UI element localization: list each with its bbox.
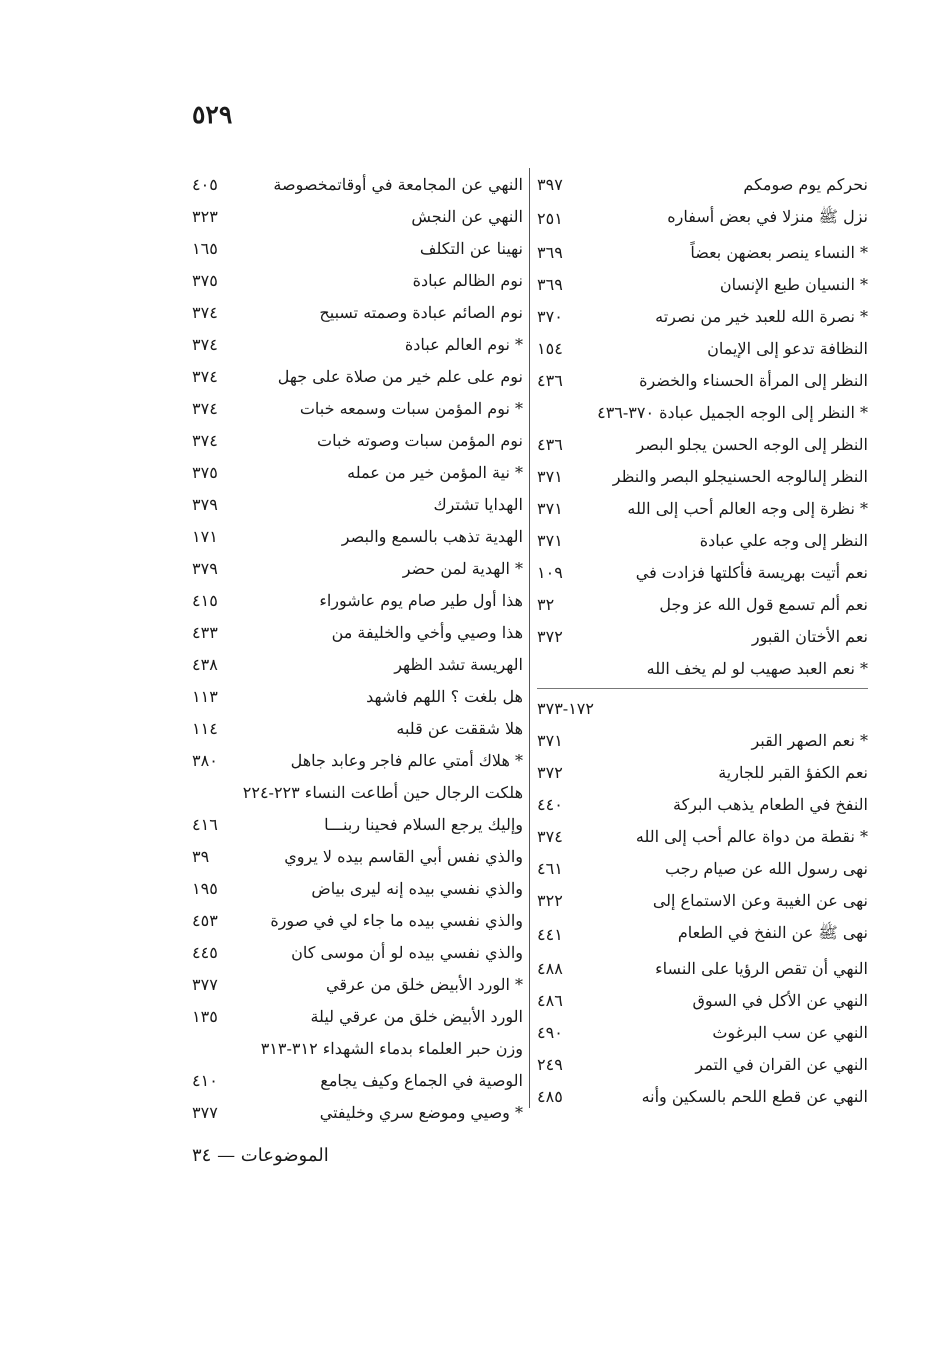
entry-text: النهي عن سب البرغوث xyxy=(712,1022,868,1042)
index-entry xyxy=(192,712,523,744)
entry-text: الوصية في الجماع وكيف يجامع xyxy=(320,1070,523,1090)
index-entry xyxy=(537,788,868,820)
entry-page-number: ٣٧١ xyxy=(537,498,563,518)
entry-page-number: ٤٣٨ xyxy=(192,654,218,674)
index-entry xyxy=(192,1064,523,1096)
index-entry xyxy=(537,884,868,916)
entry-text: * النظر إلى الوجه الجميل عبادة ٣٧٠-٤٣٦ xyxy=(597,402,868,422)
entry-page-number: ٤١٦ xyxy=(192,814,218,834)
index-entry xyxy=(537,492,868,524)
index-entry xyxy=(192,488,523,520)
entry-text: الورد الأبيض خلق من عرقي ليلة xyxy=(310,1006,523,1026)
entry-text: نوم الصائم عبادة وصمته تسبيح xyxy=(319,302,523,322)
entry-page-number: ٤١٥ xyxy=(192,590,218,610)
entry-text: والذي نفسي بيده ما جاء لي في صورة xyxy=(270,910,523,930)
entry-page-number: ٣٧١ xyxy=(537,730,563,750)
entry-text: * نعم العبد صهيب لو لم يخف الله xyxy=(646,658,868,678)
entry-page-number: ٣٧٥ xyxy=(192,270,218,290)
entry-page-number: ١٧١ xyxy=(192,526,218,546)
entry-page-number: ٤٠٥ xyxy=(192,174,218,194)
index-entry xyxy=(192,232,523,264)
entry-text: النظر إلى وجه علي عبادة xyxy=(699,530,868,550)
entry-text: نهى عن الغيبة وعن الاستماع إلى xyxy=(652,890,868,910)
page-number: ٥٢٩ xyxy=(192,100,233,129)
index-entry xyxy=(192,1000,523,1032)
index-entry xyxy=(537,620,868,652)
entry-page-number: ٣٢ xyxy=(537,594,555,614)
index-entry xyxy=(537,1080,868,1112)
entry-page-number: ١٣٥ xyxy=(192,1006,218,1026)
index-entry xyxy=(192,264,523,296)
entry-page-number: ١٥٤ xyxy=(537,338,563,358)
index-entry xyxy=(537,396,868,428)
entry-page-number: ٣٧٢ xyxy=(537,626,563,646)
index-entry xyxy=(192,360,523,392)
entry-text: * نوم المؤمن سبات وسمعه خبات xyxy=(299,398,523,418)
index-entry xyxy=(537,724,868,756)
entry-page-number: ٣٧٤ xyxy=(192,398,218,418)
entry-text: * وصيي وموضع سري وخليفتي xyxy=(319,1102,523,1122)
entry-page-number: ٣٨٠ xyxy=(192,750,218,770)
index-entry xyxy=(537,300,868,332)
entry-page-number: ٤٤٠ xyxy=(537,794,563,814)
entry-text: * نية المؤمن خير من عمله xyxy=(347,462,523,482)
entry-text: نعم الكفؤ القبر للجارية xyxy=(718,762,868,782)
entry-page-number: ٤٤١ xyxy=(537,924,563,944)
entry-page-number: ٤٨٦ xyxy=(537,990,563,1010)
footer-label: الموضوعات — ٣٤ xyxy=(192,1145,329,1166)
entry-text: نهى رسول الله عن صيام رجب xyxy=(664,858,868,878)
entry-page-number: ٣٧٩ xyxy=(192,494,218,514)
index-entry xyxy=(192,456,523,488)
index-entry xyxy=(192,872,523,904)
entry-text: النظر إلى الوجه الحسن يجلو البصر xyxy=(636,434,868,454)
entry-page-number: ٣٧١ xyxy=(537,530,563,550)
entry-text: * نظرة إلى وجه العالم أحب إلى الله xyxy=(627,498,868,518)
index-entry xyxy=(192,552,523,584)
entry-text: وإليك يرجع السلام فحينا ربنـــا xyxy=(324,814,523,834)
index-entry xyxy=(192,520,523,552)
entry-text: * نعم الصهر القبر xyxy=(751,730,868,750)
index-entry xyxy=(192,616,523,648)
section-rule xyxy=(537,684,868,692)
entry-text: النهي عن القران في التمر xyxy=(695,1054,868,1074)
entry-page-number: ٤٩٠ xyxy=(537,1022,563,1042)
entry-text: نعم أتيت بهريسة فأكلتها فزادت في xyxy=(635,562,868,582)
entry-text: والذي نفسي بيده لو أن موسى كان xyxy=(291,942,523,962)
index-entry xyxy=(537,200,868,236)
index-entry xyxy=(192,168,523,200)
index-entry xyxy=(192,840,523,872)
entry-text: * الهدية لمن حضر xyxy=(402,558,523,578)
entry-page-number: ٣٦٩ xyxy=(537,242,563,262)
index-column-left xyxy=(192,168,523,1128)
entry-page-number: ٤٤٥ xyxy=(192,942,218,962)
entry-page-number: ٣٢٣ xyxy=(192,206,218,226)
index-entry xyxy=(537,984,868,1016)
entry-text: نوم على علم خير من صلاة على جهل xyxy=(277,366,523,386)
entry-text: هلكت الرجال حين أطاعت النساء ٢٢٣-٢٢٤ xyxy=(242,782,523,802)
index-entry xyxy=(537,460,868,492)
index-entry xyxy=(192,1032,523,1064)
entry-text: النهي عن قطع اللحم بالسكين وأنه xyxy=(641,1086,868,1106)
entry-text: هذا أول طير صام يوم عاشوراء xyxy=(319,590,523,610)
entry-page-number: ٤٥٣ xyxy=(192,910,218,930)
entry-text: نحركم يوم صومكم xyxy=(743,174,868,194)
entry-page-number: ٣٧٤ xyxy=(192,366,218,386)
index-entry xyxy=(192,584,523,616)
index-entry xyxy=(192,648,523,680)
entry-text: * النسيان طبع الإنسان xyxy=(719,274,868,294)
index-entry xyxy=(192,936,523,968)
index-entry xyxy=(537,556,868,588)
entry-text: * الورد الأبيض خلق من عرقي xyxy=(326,974,523,994)
index-entry xyxy=(537,168,868,200)
entry-page-number: ٣٧٥ xyxy=(192,462,218,482)
entry-page-number: ٤٨٨ xyxy=(537,958,563,978)
entry-page-number: ٣٧٤ xyxy=(537,826,563,846)
entry-page-number: ٣٧٢ xyxy=(537,762,563,782)
entry-text: * نصرة الله للعبد خير من نصرته xyxy=(655,306,868,326)
index-entry xyxy=(537,268,868,300)
entry-text: هل بلغت ؟ اللهم فاشهد xyxy=(366,686,523,706)
index-entry xyxy=(192,808,523,840)
entry-text: نهينا عن التكلف xyxy=(419,238,523,258)
index-entry xyxy=(537,364,868,396)
entry-text: النظافة تدعو إلى الإيمان xyxy=(707,338,868,358)
entry-page-number: ٢٤٩ xyxy=(537,1054,563,1074)
entry-page-number: ١١٣ xyxy=(192,686,218,706)
index-entry xyxy=(537,1048,868,1080)
entry-text: * النساء ينصر بعضهن بعضاً xyxy=(690,242,868,262)
entry-text: الهدية تذهب بالسمع والبصر xyxy=(341,526,523,546)
entry-page-number: ٣٧١ xyxy=(537,466,563,486)
entry-text: الهدايا تشترك xyxy=(433,494,523,514)
entry-page-number: ١٩٥ xyxy=(192,878,218,898)
entry-page-number: ٤١٠ xyxy=(192,1070,218,1090)
entry-page-number: ١١٤ xyxy=(192,718,218,738)
entry-page-number: ٤٦١ xyxy=(537,858,563,878)
index-entry xyxy=(537,952,868,984)
entry-text: النهي عن النجش xyxy=(411,206,523,226)
index-entry xyxy=(537,916,868,952)
entry-text: هذا وصيي وأخي والخليفة من xyxy=(331,622,523,642)
index-entry xyxy=(537,692,868,724)
entry-text: النهي أن تقص الرؤيا على النساء xyxy=(655,958,868,978)
entry-text: * هلاك أمتي عالم فاجر وعابد جاهل xyxy=(290,750,523,770)
entry-text: النهي عن الأكل في السوق xyxy=(692,990,868,1010)
entry-text: * نوم العالم عبادة xyxy=(404,334,523,354)
entry-text: نوم المؤمن سبات وصوته خبات xyxy=(317,430,523,450)
entry-page-number: ٣٩٧ xyxy=(537,174,563,194)
index-entry xyxy=(192,776,523,808)
entry-page-number: ١٦٥ xyxy=(192,238,218,258)
entry-page-number: ٤٨٥ xyxy=(537,1086,563,1106)
index-entry xyxy=(192,904,523,936)
entry-text: والذي نفس أبي القاسم بيده لا يروي xyxy=(284,846,523,866)
index-entry xyxy=(537,428,868,460)
entry-page-number: ٣٧٧ xyxy=(192,1102,218,1122)
entry-page-number: ٣٧٤ xyxy=(192,430,218,450)
entry-text: نهى ﷺ عن النفخ في الطعام xyxy=(677,922,868,942)
entry-text: النهي عن المجامعة في أوقاتمخصوصة xyxy=(273,174,523,194)
entry-text: نعم ألم تسمع قول الله عز وجل xyxy=(659,594,868,614)
index-entry xyxy=(537,652,868,684)
entry-page-number: ٣٦٩ xyxy=(537,274,563,294)
index-entry xyxy=(192,1096,523,1128)
entry-page-number: ٣٧٧ xyxy=(192,974,218,994)
index-entry xyxy=(537,852,868,884)
entry-page-number: ١٠٩ xyxy=(537,562,563,582)
index-entry xyxy=(537,236,868,268)
entry-text: الهريسة تشد الظهر xyxy=(394,654,523,674)
index-entry xyxy=(537,756,868,788)
entry-text: هلا شققت عن قلبه xyxy=(396,718,523,738)
index-entry xyxy=(192,392,523,424)
index-entry xyxy=(192,200,523,232)
index-entry xyxy=(537,588,868,620)
entry-page-number: ٤٣٦ xyxy=(537,370,563,390)
entry-page-number: ٣٧٤ xyxy=(192,302,218,322)
entry-page-number: ٣٧٤ xyxy=(192,334,218,354)
index-entry xyxy=(537,1016,868,1048)
entry-text: * نقطة من دواة عالم أحب إلى الله xyxy=(635,826,868,846)
index-entry xyxy=(192,680,523,712)
index-entry xyxy=(192,968,523,1000)
index-entry xyxy=(537,332,868,364)
entry-page-number: ٢٥١ xyxy=(537,208,563,228)
entry-page-number: ١٧٢-٣٧٣ xyxy=(537,698,594,718)
index-entry xyxy=(192,296,523,328)
entry-page-number: ٣٢٢ xyxy=(537,890,563,910)
entry-text: وزن حبر العلماء بدماء الشهداء ٣١٢-٣١٣ xyxy=(260,1038,523,1058)
index-entry xyxy=(537,820,868,852)
entry-text: نعم الأختان القبور xyxy=(751,626,868,646)
entry-text: والذي نفسي بيده إنه ليرى بياض xyxy=(311,878,523,898)
entry-text: النفخ في الطعام يذهب البركة xyxy=(672,794,868,814)
entry-page-number: ٤٣٣ xyxy=(192,622,218,642)
index-entry xyxy=(192,424,523,456)
index-entry xyxy=(192,328,523,360)
entry-text: النظر إلىالوجه الحسنيجلو البصر والنظر xyxy=(612,466,868,486)
entry-text: نوم الظالم عبادة xyxy=(412,270,523,290)
index-entry xyxy=(192,744,523,776)
entry-page-number: ٣٧٠ xyxy=(537,306,563,326)
entry-page-number: ٣٩ xyxy=(192,846,210,866)
entry-text: نزل ﷺ منزلا في بعض أسفاره xyxy=(667,206,868,226)
index-entry xyxy=(537,524,868,556)
index-column-right xyxy=(537,168,868,1112)
entry-page-number: ٤٣٦ xyxy=(537,434,563,454)
entry-text: النظر إلى المرأة الحسناء والخضرة xyxy=(639,370,868,390)
entry-page-number: ٣٧٩ xyxy=(192,558,218,578)
column-divider xyxy=(529,168,530,1108)
